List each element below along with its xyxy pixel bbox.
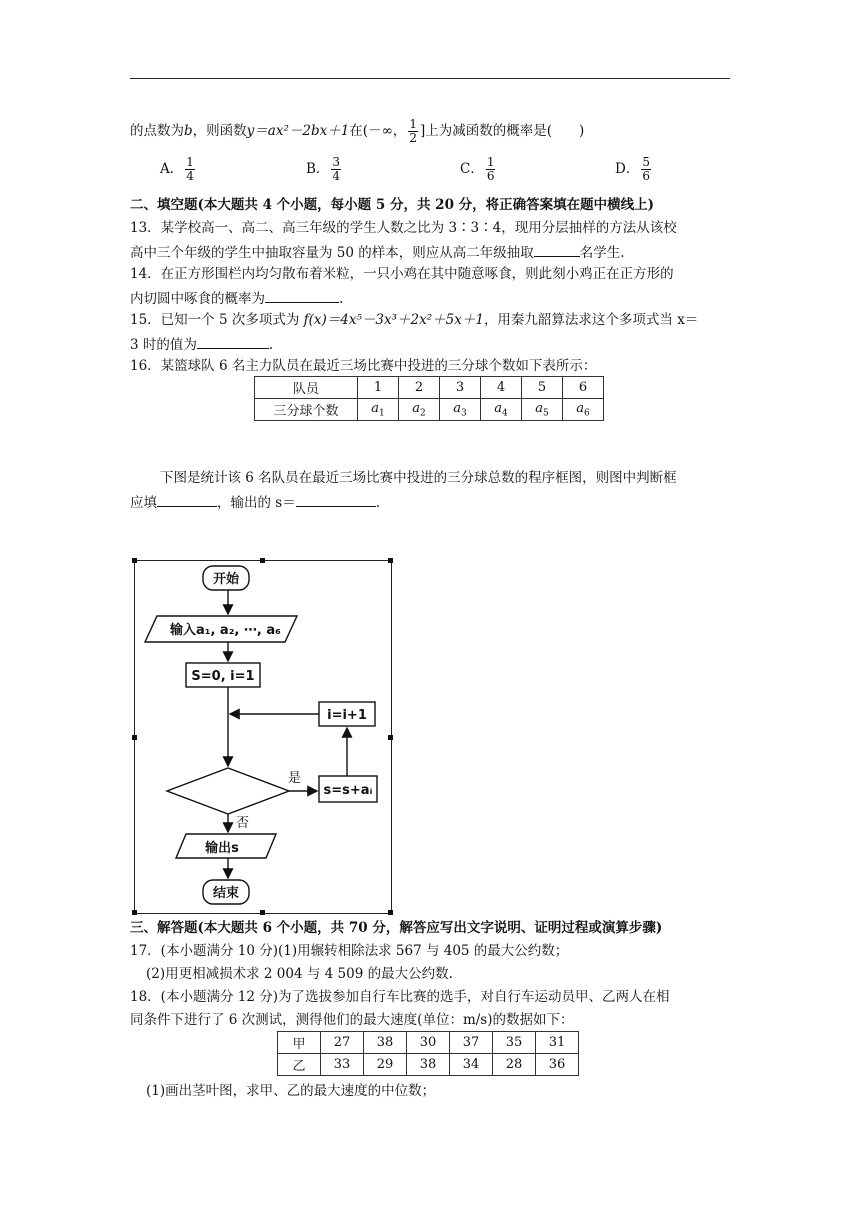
end-label: 结束 [212,886,240,901]
input-label: 输入a₁, a₂, ⋯, a₆ [170,623,281,638]
q13-line2: 高中三个年级的学生中抽取容量为 50 的样本，则应从高二年级抽取 名学生. [130,242,625,262]
section3-title: 三、解答题(本大题共 6 个小题，共 70 分，解答应写出文字说明、证明过程或演算步骤) [130,920,663,936]
q18-table [277,1031,579,1076]
q14-line2: 内切圆中啄食的概率为 . [130,288,343,308]
q18-line3: (1)画出茎叶图，求甲、乙的最大速度的中位数； [146,1083,436,1099]
q16-para1: 下图是统计该 6 名队员在最近三场比赛中投进的三分球总数的程序框图，则图中判断框 [160,470,677,486]
table-row: 乙 33 29 38 34 28 36 [278,1054,579,1076]
q17-line1: 17．(本小题满分 10 分)(1)用辗转相除法求 567 与 405 的最大公约数； [130,943,569,959]
q16-line1: 16．某篮球队 6 名主力队员在最近三场比赛中投进的三分球个数如下表所示： [130,358,597,374]
decision-diamond [167,768,289,814]
q12-stem: 的点数为b，则函数y＝ax²－2bx＋1在(－∞， $\frac{1}{2}$ ]上为减函数的概率是( ) [130,117,585,145]
section2-title: 二、填空题(本大题共 4 个小题，每小题 5 分，共 20 分，将正确答案填在题中横线上) [130,197,655,213]
init-label: S=0, i=1 [191,669,255,684]
increment-label: i=i+1 [327,708,367,723]
table-row: 三分球个数 $a_1$ $a_2$ $a_3$ $a_4$ $a_5$ $a_6$ [255,399,604,421]
yes-label: 是 [288,771,302,786]
start-label: 开始 [212,572,240,587]
sum-label: s=s+aᵢ [323,783,373,798]
table-row: 队员 1 2 3 4 5 6 [255,377,604,399]
q18-line1: 18．(本小题满分 12 分)为了选拔参加自行车比赛的选手，对自行车运动员甲、乙两人在相 [130,989,670,1005]
q12-option-b[interactable]: B． $\frac{3}{4}$ [306,155,341,183]
q12-option-a[interactable]: A． $\frac{1}{4}$ [160,155,194,183]
q13-line1: 13．某学校高一、高二、高三年级的学生人数之比为 3∶3∶4，现用分层抽样的方法从该校 [130,220,677,236]
q16-para2: 应填 ，输出的 s＝ . [130,492,380,512]
q12-option-d[interactable]: D． $\frac{5}{6}$ [615,155,650,183]
q14-line1: 14．在正方形围栏内均匀散布着米粒，一只小鸡在其中随意啄食，则此刻小鸡正在正方形的 [130,266,674,282]
q15-line2: 3 时的值为 . [130,334,273,354]
q15-line1: 15．已知一个 5 次多项式为 f(x)＝4x⁵－3x³＋2x²＋5x＋1，用秦九韶算法求这个多项式当 x＝ [130,312,699,328]
no-label: 否 [236,816,250,831]
q12-option-c[interactable]: C． $\frac{1}{6}$ [460,155,495,183]
table-row: 甲 27 38 30 37 35 31 [278,1032,579,1054]
fraction-one-half: $\frac{1}{2}$ [409,117,417,145]
q18-line2: 同条件下进行了 6 次测试，测得他们的最大速度(单位：m/s)的数据如下： [130,1012,574,1028]
q17-line2: (2)用更相减损术求 2 004 与 4 509 的最大公约数. [146,966,453,982]
output-label: 输出s [205,841,239,856]
